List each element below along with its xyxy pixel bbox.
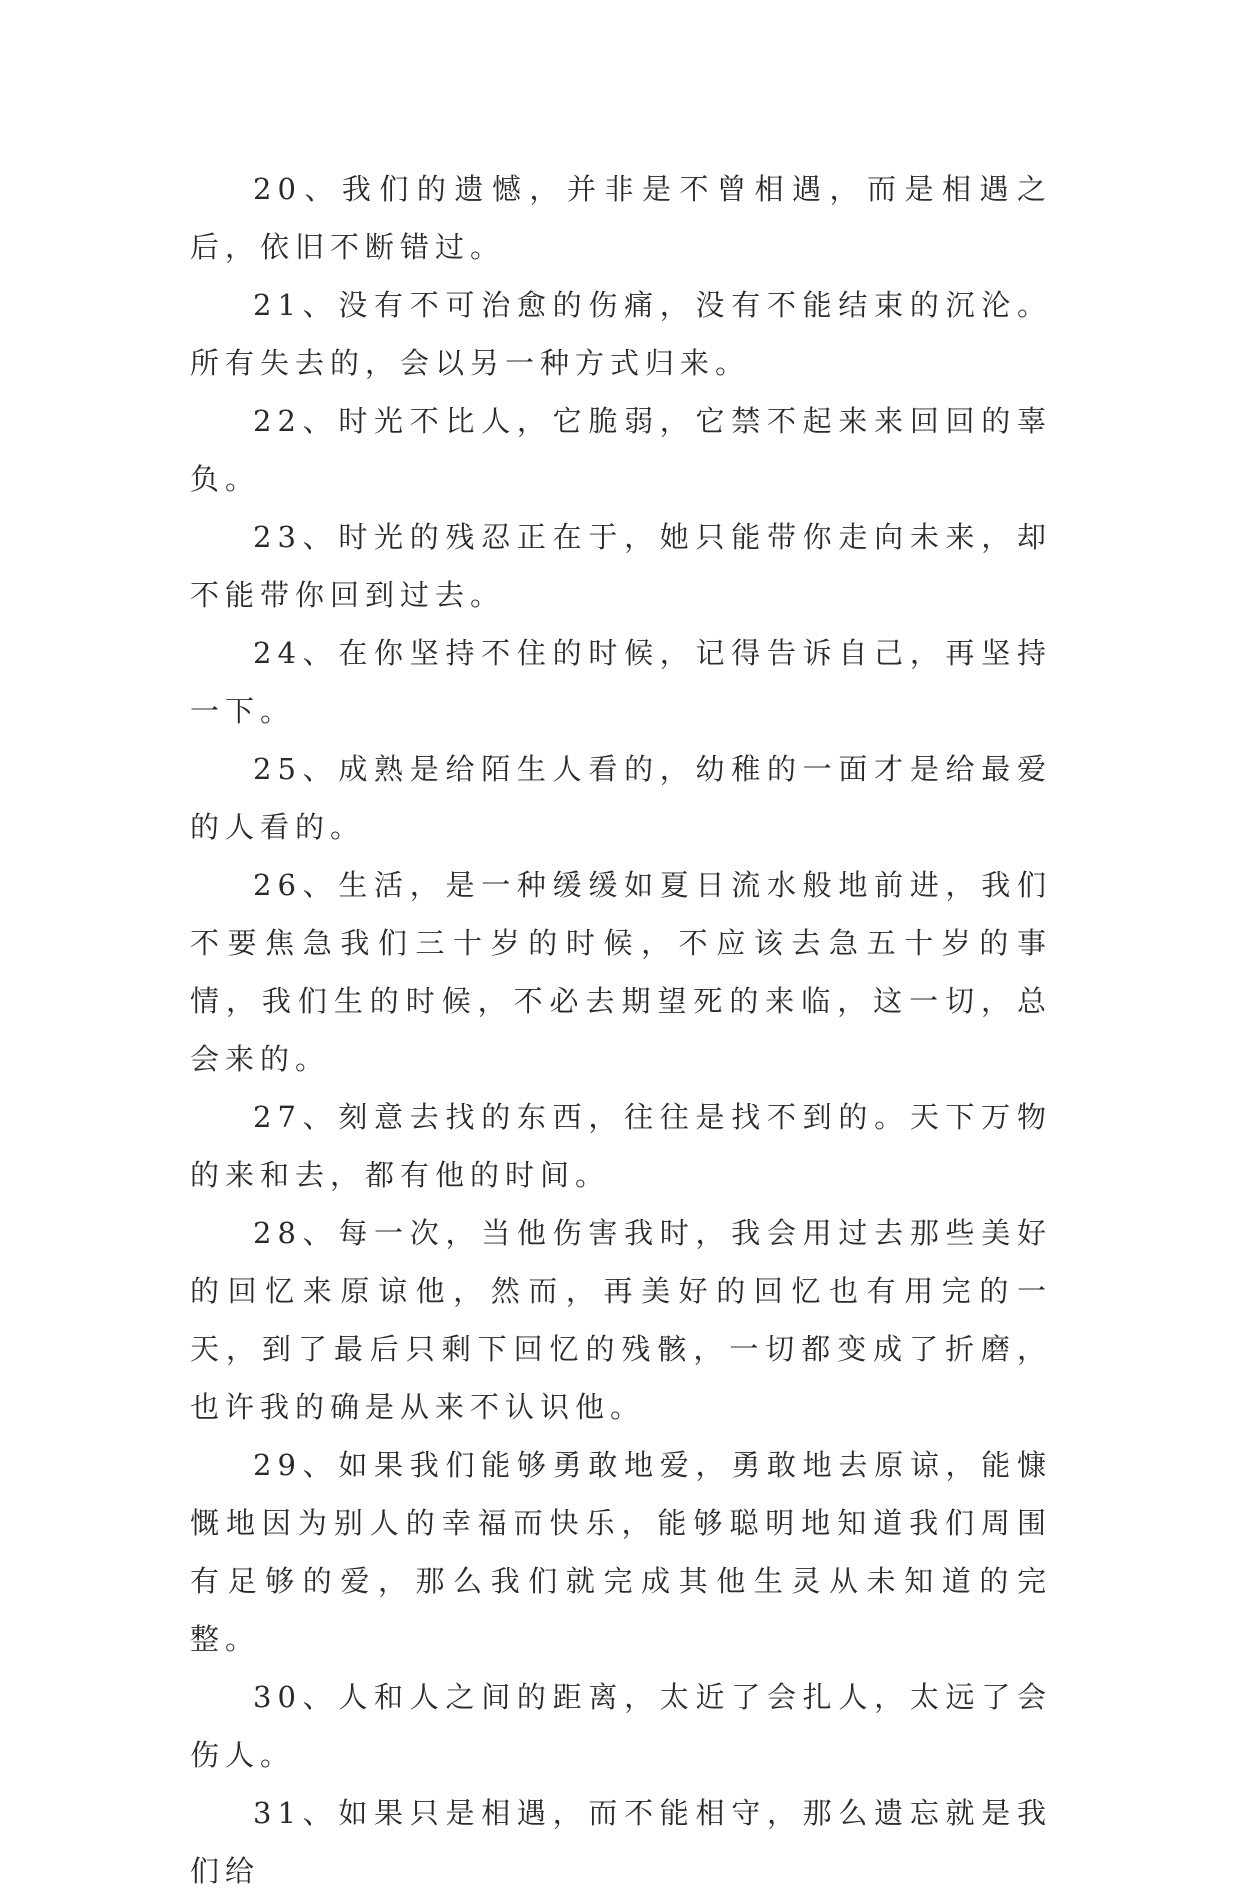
paragraph-27: 27、刻意去找的东西，往往是找不到的。天下万物的来和去，都有他的时间。 [190,1100,1052,1192]
paragraph-29: 29、如果我们能够勇敢地爱，勇敢地去原谅，能慷慨地因为别人的幸福而快乐，能够聪明地知道我们周围有足够的爱，那么我们就完成其他生灵从未知道的完整。 [190,1448,1052,1656]
paragraph-30: 30、人和人之间的距离，太近了会扎人，太远了会伤人。 [190,1680,1052,1772]
paragraph-22: 22、时光不比人，它脆弱，它禁不起来来回回的辜负。 [190,404,1052,496]
paragraph-20: 20、我们的遗憾，并非是不曾相遇，而是相遇之后，依旧不断错过。 [190,172,1052,264]
paragraph-24: 24、在你坚持不住的时候，记得告诉自己，再坚持一下。 [190,636,1052,728]
paragraph-28: 28、每一次，当他伤害我时，我会用过去那些美好的回忆来原谅他，然而，再美好的回忆也有用完的一天，到了最后只剩下回忆的残骸，一切都变成了折磨，也许我的确是从来不认识他。 [190,1216,1052,1424]
paragraph-26: 26、生活，是一种缓缓如夏日流水般地前进，我们不要焦急我们三十岁的时候，不应该去急五十岁的事情，我们生的时候，不必去期望死的来临，这一切，总会来的。 [190,868,1052,1076]
document-body [190,160,1052,1900]
paragraph-25: 25、成熟是给陌生人看的，幼稚的一面才是给最爱的人看的。 [190,752,1052,844]
paragraph-21: 21、没有不可治愈的伤痛，没有不能结束的沉沦。所有失去的，会以另一种方式归来。 [190,288,1052,380]
paragraph-31: 31、如果只是相遇，而不能相守，那么遗忘就是我们给 [190,1796,1052,1888]
paragraph-23: 23、时光的残忍正在于，她只能带你走向未来，却不能带你回到过去。 [190,520,1052,612]
